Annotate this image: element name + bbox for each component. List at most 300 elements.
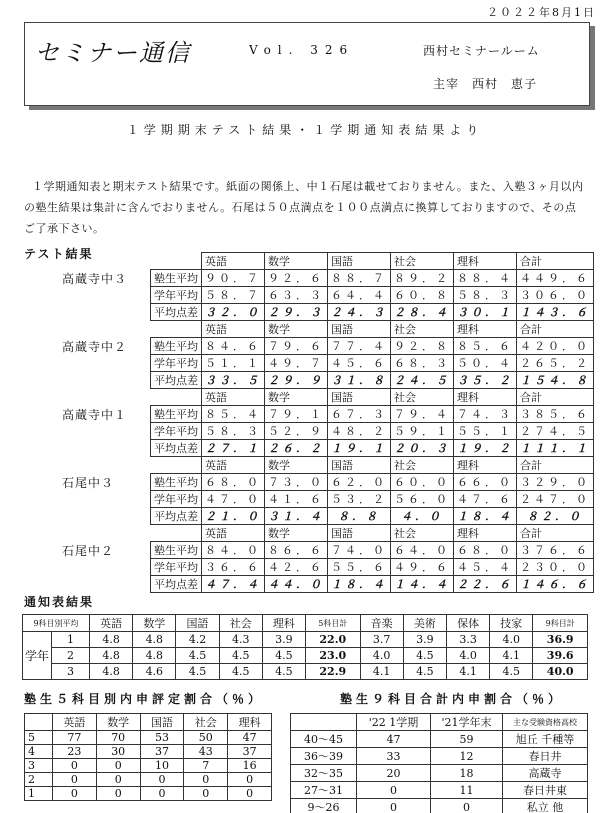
score-cell: ２６．２ <box>265 440 328 457</box>
report-col-japanese: 国語 <box>176 615 219 632</box>
report-cell: 4.0 <box>446 648 489 664</box>
score-cell: ６７．３ <box>328 406 391 423</box>
report-cell: 3.9 <box>403 632 446 648</box>
ratio9-range: 36～39 <box>291 748 357 765</box>
score-corner <box>151 253 202 270</box>
report-cell: 22.0 <box>306 632 361 648</box>
report-cell: 4.5 <box>219 664 262 680</box>
score-cell: ９２．６ <box>265 270 328 287</box>
score-row-avg-diff <box>151 440 594 457</box>
report-cell: 4.2 <box>176 632 219 648</box>
score-row-label: 平均点差 <box>151 372 202 389</box>
score-header-row <box>151 321 594 338</box>
score-cell: ３０６．０ <box>517 287 594 304</box>
score-cell: ７９．１ <box>265 406 328 423</box>
report-card-table <box>22 614 588 680</box>
score-row-label: 塾生平均 <box>151 338 202 355</box>
grade-label: 1 <box>52 632 90 648</box>
volume-number: Vol. 326 <box>249 43 355 57</box>
score-cell: ８８．４ <box>454 270 517 287</box>
organization-name: 西村セミナールーム <box>423 44 540 58</box>
ratio5-row <box>25 731 272 745</box>
ratio5-cell: 7 <box>184 759 228 773</box>
ratio5-header-row <box>25 714 272 731</box>
report-col-pe: 保体 <box>446 615 489 632</box>
ratio5-cell: 0 <box>96 759 140 773</box>
report-col-music: 音楽 <box>360 615 403 632</box>
ratio5-col-english: 英語 <box>53 714 97 731</box>
ratio9-row <box>291 748 588 765</box>
score-cell: ７９．６ <box>265 338 328 355</box>
report-cell: 4.8 <box>133 632 176 648</box>
test-results-title: テスト結果 <box>24 247 94 261</box>
score-header-row <box>151 389 594 406</box>
score-table <box>150 456 594 525</box>
score-col-japanese: 国語 <box>328 525 391 542</box>
score-col-social: 社会 <box>391 457 454 474</box>
score-cell: ６２．０ <box>328 474 391 491</box>
ratio5-title: 塾生５科目別内申評定割合（％） <box>24 692 265 706</box>
score-cell: ８４．６ <box>202 338 265 355</box>
ratio9-school: 旭丘 千種等 <box>503 731 588 748</box>
report-cell: 3.9 <box>262 632 305 648</box>
report-col-total9: 9科目計 <box>533 615 588 632</box>
score-col-total: 合計 <box>517 253 594 270</box>
ratio9-header-row <box>291 714 588 731</box>
score-cell: ３０．１ <box>454 304 517 321</box>
score-col-japanese: 国語 <box>328 253 391 270</box>
score-cell: １４．４ <box>391 576 454 593</box>
ratio5-col-social: 社会 <box>184 714 228 731</box>
report-cell: 3.3 <box>446 632 489 648</box>
report-cell: 4.5 <box>490 664 533 680</box>
score-header-row <box>151 525 594 542</box>
score-cell: ２０．３ <box>391 440 454 457</box>
ratio5-col-japanese: 国語 <box>140 714 184 731</box>
report-cell: 4.5 <box>403 648 446 664</box>
score-cell: １４６．６ <box>517 576 594 593</box>
score-cell: １５４．８ <box>517 372 594 389</box>
ratio5-cell: 50 <box>184 731 228 745</box>
score-cell: ９２．８ <box>391 338 454 355</box>
score-row-label: 学年平均 <box>151 355 202 372</box>
report-cell: 4.1 <box>490 648 533 664</box>
page-subtitle: １学期期末テスト結果・１学期通知表結果より <box>126 123 484 137</box>
score-row-label: 学年平均 <box>151 559 202 576</box>
score-cell: ４８．２ <box>328 423 391 440</box>
score-col-math: 数学 <box>265 389 328 406</box>
ratio5-cell: 0 <box>228 787 272 801</box>
report-card-body <box>23 632 588 680</box>
score-cell: １８．４ <box>328 576 391 593</box>
score-cell: ２２．６ <box>454 576 517 593</box>
score-row-juku-avg <box>151 338 594 355</box>
score-table <box>150 252 594 321</box>
report-row <box>23 648 588 664</box>
ratio5-cell: 30 <box>96 745 140 759</box>
score-cell: ３８５．６ <box>517 406 594 423</box>
report-col-math: 数学 <box>133 615 176 632</box>
score-row-grade-avg <box>151 423 594 440</box>
score-cell: ３１．４ <box>265 508 328 525</box>
ratio9-cell-2021: 59 <box>431 731 503 748</box>
ratio5-cell: 0 <box>184 773 228 787</box>
report-row <box>23 664 588 680</box>
school-name: 高蔵寺中３ <box>62 272 128 286</box>
ratio9-col-2021: '21学年末 <box>431 714 503 731</box>
ratio9-school: 春日井 <box>503 748 588 765</box>
score-col-science: 理科 <box>454 525 517 542</box>
score-cell: ３７６．６ <box>517 542 594 559</box>
score-cell: ４４９．６ <box>517 270 594 287</box>
score-cell: ６４．０ <box>391 542 454 559</box>
ratio5-corner <box>25 714 53 731</box>
report-cell: 4.5 <box>262 648 305 664</box>
ratio5-cell: 47 <box>228 731 272 745</box>
ratio5-cell: 0 <box>96 787 140 801</box>
ratio5-cell: 53 <box>140 731 184 745</box>
score-row-grade-avg <box>151 355 594 372</box>
score-corner <box>151 457 202 474</box>
score-cell: ６８．３ <box>391 355 454 372</box>
score-cell: ４９．６ <box>391 559 454 576</box>
score-cell: ８６．６ <box>265 542 328 559</box>
report-cell: 4.5 <box>176 664 219 680</box>
report-cell: 23.0 <box>306 648 361 664</box>
ratio5-grade: 3 <box>25 759 53 773</box>
score-table <box>150 320 594 389</box>
score-row-label: 学年平均 <box>151 491 202 508</box>
report-col-total5: 5科目計 <box>306 615 361 632</box>
ratio5-cell: 0 <box>228 773 272 787</box>
score-cell: ６３．３ <box>265 287 328 304</box>
score-col-social: 社会 <box>391 253 454 270</box>
school-name: 石尾中３ <box>62 476 115 490</box>
ratio9-cell-2022: 20 <box>357 765 431 782</box>
score-cell: ６０．８ <box>391 287 454 304</box>
score-cell: ４．０ <box>391 508 454 525</box>
score-row-label: 学年平均 <box>151 287 202 304</box>
score-cell: ５５．６ <box>328 559 391 576</box>
report-cell: 39.6 <box>533 648 588 664</box>
score-cell: ２７４．５ <box>517 423 594 440</box>
ratio5-row <box>25 759 272 773</box>
score-header-row <box>151 457 594 474</box>
score-cell: ８２．０ <box>517 508 594 525</box>
score-cell: ２９．３ <box>265 304 328 321</box>
report-cell: 4.8 <box>90 632 133 648</box>
ratio9-col-schools: 主な受験資格高校 <box>503 714 588 731</box>
score-cell: ５５．１ <box>454 423 517 440</box>
score-row-juku-avg <box>151 542 594 559</box>
grade-group-label: 学年 <box>23 632 52 680</box>
score-cell: ４２．６ <box>265 559 328 576</box>
score-cell: １４３．６ <box>517 304 594 321</box>
score-cell: ５０．４ <box>454 355 517 372</box>
newsletter-header <box>24 22 590 106</box>
report-cell: 4.0 <box>360 648 403 664</box>
score-col-total: 合計 <box>517 389 594 406</box>
score-cell: ６０．０ <box>391 474 454 491</box>
score-cell: ４９．７ <box>265 355 328 372</box>
score-cell: ５８．３ <box>202 423 265 440</box>
ratio5-grade: 4 <box>25 745 53 759</box>
ratio9-cell-2022: 0 <box>357 782 431 799</box>
report-col-science: 理科 <box>262 615 305 632</box>
grade-label: 2 <box>52 648 90 664</box>
score-col-english: 英語 <box>202 389 265 406</box>
school-name: 高蔵寺中２ <box>62 340 128 354</box>
ratio9-title: 塾生９科目合計内申割合（％） <box>340 692 565 706</box>
ratio9-range: 32～35 <box>291 765 357 782</box>
score-col-japanese: 国語 <box>328 457 391 474</box>
score-cell: ２３０．０ <box>517 559 594 576</box>
score-row-grade-avg <box>151 559 594 576</box>
ratio5-cell: 0 <box>53 787 97 801</box>
ratio9-school: 春日井東 <box>503 782 588 799</box>
ratio5-row <box>25 745 272 759</box>
score-cell: ２８．４ <box>391 304 454 321</box>
score-col-english: 英語 <box>202 253 265 270</box>
report-cell: 4.5 <box>176 648 219 664</box>
newsletter-title: セミナー通信 <box>35 39 191 67</box>
score-cell: ４５．６ <box>328 355 391 372</box>
score-corner <box>151 525 202 542</box>
ratio5-cell: 0 <box>140 773 184 787</box>
score-cell: ６４．４ <box>328 287 391 304</box>
score-col-english: 英語 <box>202 321 265 338</box>
school-name: 高蔵寺中１ <box>62 408 128 422</box>
score-col-science: 理科 <box>454 321 517 338</box>
ratio5-cell: 70 <box>96 731 140 745</box>
score-col-math: 数学 <box>265 525 328 542</box>
score-row-grade-avg <box>151 287 594 304</box>
score-col-science: 理科 <box>454 457 517 474</box>
ratio9-school: 私立 他 <box>503 799 588 813</box>
score-row-label: 塾生平均 <box>151 406 202 423</box>
score-cell: ７４．０ <box>328 542 391 559</box>
score-cell: ３１．８ <box>328 372 391 389</box>
score-row-label: 塾生平均 <box>151 270 202 287</box>
ratio9-cell-2021: 12 <box>431 748 503 765</box>
report-col-english: 英語 <box>90 615 133 632</box>
report-header-row <box>23 615 588 632</box>
score-cell: ７７．４ <box>328 338 391 355</box>
score-row-label: 塾生平均 <box>151 474 202 491</box>
score-col-social: 社会 <box>391 525 454 542</box>
score-cell: ２９．９ <box>265 372 328 389</box>
score-cell: ６８．０ <box>454 542 517 559</box>
ratio9-corner <box>291 714 357 731</box>
report-cell: 4.1 <box>446 664 489 680</box>
report-cell: 4.3 <box>219 632 262 648</box>
ratio9-row <box>291 765 588 782</box>
score-cell: ９０．７ <box>202 270 265 287</box>
report-cell: 4.0 <box>490 632 533 648</box>
score-cell: ２７．１ <box>202 440 265 457</box>
report-col-art: 美術 <box>403 615 446 632</box>
score-cell: ３２９．０ <box>517 474 594 491</box>
score-cell: ５８．３ <box>454 287 517 304</box>
score-cell: ８５．６ <box>454 338 517 355</box>
score-row-grade-avg <box>151 491 594 508</box>
score-col-math: 数学 <box>265 321 328 338</box>
report-col-tech: 技家 <box>490 615 533 632</box>
score-row-juku-avg <box>151 270 594 287</box>
score-cell: ８５．４ <box>202 406 265 423</box>
score-cell: ３５．２ <box>454 372 517 389</box>
score-row-label: 塾生平均 <box>151 542 202 559</box>
ratio9-cell-2022: 0 <box>357 799 431 813</box>
ratio5-cell: 37 <box>140 745 184 759</box>
score-cell: ８９．２ <box>391 270 454 287</box>
ratio9-cell-2021: 18 <box>431 765 503 782</box>
score-cell: ８８．７ <box>328 270 391 287</box>
score-cell: ７９．４ <box>391 406 454 423</box>
report-cell: 40.0 <box>533 664 588 680</box>
score-col-english: 英語 <box>202 525 265 542</box>
score-cell: ５８．７ <box>202 287 265 304</box>
ratio5-table <box>24 713 272 801</box>
ratio5-body <box>25 731 272 801</box>
score-table <box>150 388 594 457</box>
report-cell: 3.7 <box>360 632 403 648</box>
score-cell: ５３．２ <box>328 491 391 508</box>
score-cell: ８４．０ <box>202 542 265 559</box>
ratio5-cell: 0 <box>184 787 228 801</box>
score-cell: ３６．６ <box>202 559 265 576</box>
report-cell: 4.8 <box>133 648 176 664</box>
report-cell: 4.5 <box>262 664 305 680</box>
ratio5-cell: 23 <box>53 745 97 759</box>
score-cell: ６６．０ <box>454 474 517 491</box>
report-cell: 4.5 <box>219 648 262 664</box>
score-row-juku-avg <box>151 474 594 491</box>
ratio9-range: 40～45 <box>291 731 357 748</box>
score-cell: ８．８ <box>328 508 391 525</box>
score-col-japanese: 国語 <box>328 321 391 338</box>
ratio5-cell: 10 <box>140 759 184 773</box>
score-row-avg-diff <box>151 576 594 593</box>
ratio9-row <box>291 799 588 813</box>
score-col-total: 合計 <box>517 457 594 474</box>
score-col-english: 英語 <box>202 457 265 474</box>
ratio5-grade: 5 <box>25 731 53 745</box>
score-cell: ５１．１ <box>202 355 265 372</box>
score-col-science: 理科 <box>454 389 517 406</box>
score-cell: ７４．３ <box>454 406 517 423</box>
report-col-social: 社会 <box>219 615 262 632</box>
report-cell: 4.6 <box>133 664 176 680</box>
score-cell: ７３．０ <box>265 474 328 491</box>
score-cell: ５９．１ <box>391 423 454 440</box>
ratio5-cell: 16 <box>228 759 272 773</box>
score-col-total: 合計 <box>517 321 594 338</box>
report-cell: 36.9 <box>533 632 588 648</box>
ratio9-cell-2021: 0 <box>431 799 503 813</box>
score-row-juku-avg <box>151 406 594 423</box>
ratio5-row <box>25 787 272 801</box>
ratio9-table <box>290 713 588 813</box>
score-col-social: 社会 <box>391 389 454 406</box>
report-cell: 4.1 <box>360 664 403 680</box>
score-cell: ４１．６ <box>265 491 328 508</box>
score-cell: ２４７．０ <box>517 491 594 508</box>
score-row-label: 学年平均 <box>151 423 202 440</box>
score-cell: ２１．０ <box>202 508 265 525</box>
ratio9-cell-2022: 33 <box>357 748 431 765</box>
author-name: 主宰 西村 恵子 <box>433 77 538 91</box>
score-cell: ４７．０ <box>202 491 265 508</box>
ratio9-cell-2021: 11 <box>431 782 503 799</box>
score-cell: １９．２ <box>454 440 517 457</box>
score-cell: ４７．６ <box>454 491 517 508</box>
school-name: 石尾中２ <box>62 544 115 558</box>
score-row-label: 平均点差 <box>151 304 202 321</box>
ratio5-cell: 0 <box>53 773 97 787</box>
ratio9-body <box>291 731 588 813</box>
score-cell: ６８．０ <box>202 474 265 491</box>
score-cell: ５６．０ <box>391 491 454 508</box>
report-cell: 4.8 <box>90 664 133 680</box>
score-cell: ４４．０ <box>265 576 328 593</box>
score-corner <box>151 321 202 338</box>
ratio9-row <box>291 782 588 799</box>
ratio5-cell: 37 <box>228 745 272 759</box>
ratio5-col-science: 理科 <box>228 714 272 731</box>
score-cell: ５２．９ <box>265 423 328 440</box>
score-cell: ２４．３ <box>328 304 391 321</box>
report-cell: 4.5 <box>403 664 446 680</box>
score-cell: ４２０．０ <box>517 338 594 355</box>
ratio5-cell: 0 <box>140 787 184 801</box>
score-col-science: 理科 <box>454 253 517 270</box>
score-col-japanese: 国語 <box>328 389 391 406</box>
ratio5-cell: 0 <box>96 773 140 787</box>
score-row-label: 平均点差 <box>151 576 202 593</box>
score-table <box>150 524 594 593</box>
score-cell: ３２．０ <box>202 304 265 321</box>
intro-paragraph: １学期通知表と期末テスト結果です。紙面の関係上、中１石尾は載せておりません。また、入塾３ヶ月以内の塾生結果は集計に含んでおりません。石尾は５０点満点を１００点満点に換算しておりますので、その点ご了承下さい。 <box>24 180 584 235</box>
score-row-label: 平均点差 <box>151 508 202 525</box>
score-col-math: 数学 <box>265 253 328 270</box>
issue-date: ２０２２年8月1日 <box>487 6 596 19</box>
ratio9-range: 9～26 <box>291 799 357 813</box>
grade-label: 3 <box>52 664 90 680</box>
ratio5-row <box>25 773 272 787</box>
ratio9-col-2022: '22 1学期 <box>357 714 431 731</box>
score-cell: ４５．４ <box>454 559 517 576</box>
ratio9-cell-2022: 47 <box>357 731 431 748</box>
score-row-avg-diff <box>151 508 594 525</box>
score-col-math: 数学 <box>265 457 328 474</box>
ratio5-grade: 1 <box>25 787 53 801</box>
ratio9-row <box>291 731 588 748</box>
report-card-title: 通知表結果 <box>24 595 95 609</box>
score-row-avg-diff <box>151 304 594 321</box>
score-corner <box>151 389 202 406</box>
score-col-social: 社会 <box>391 321 454 338</box>
ratio5-col-math: 数学 <box>96 714 140 731</box>
ratio9-range: 27～31 <box>291 782 357 799</box>
report-cell: 4.8 <box>90 648 133 664</box>
score-col-total: 合計 <box>517 525 594 542</box>
score-header-row <box>151 253 594 270</box>
score-cell: ２６５．２ <box>517 355 594 372</box>
ratio5-grade: 2 <box>25 773 53 787</box>
score-cell: １８．４ <box>454 508 517 525</box>
score-cell: ４７．４ <box>202 576 265 593</box>
